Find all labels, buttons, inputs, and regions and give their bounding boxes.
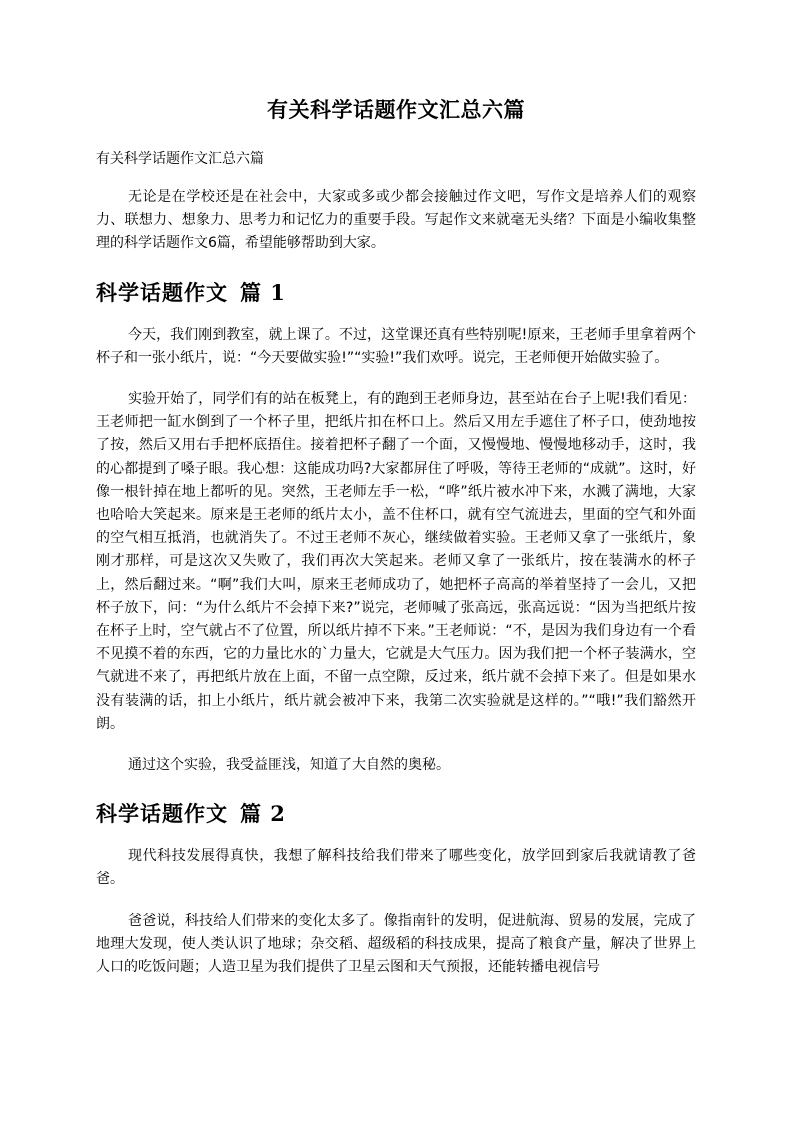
- document-subtitle: 有关科学话题作文汇总六篇: [96, 151, 264, 167]
- section-2-heading-number: 篇 2: [240, 801, 286, 827]
- intro-paragraph: 无论是在学校还是在社会中，大家或多或少都会接触过作文吧，写作文是培养人们的观察力、联想力、想象力、思考力和记忆力的重要手段。写起作文来就毫无头绪？下面是小编收集整理的科学话题作文6篇，希望能够帮助到大家。: [96, 189, 696, 252]
- document-title: 有关科学话题作文汇总六篇: [267, 97, 525, 122]
- section-1-paragraph: 实验开始了，同学们有的站在板凳上，有的跑到王老师身边，甚至站在台子上呢!我们看见：王老师把一缸水倒到了一个杯子里，把纸片扣在杯口上。然后又用左手遮住了杯子口，使劲地按了按，然后又用右手把杯底捂住。接着把杯子翻了一个面，又慢慢地、慢慢地移动手，这时，我的心都提到了嗓子眼。我心想：这能成功吗?大家都屏住了呼吸，等待王老师的“成就”。这时，好像一根针掉在地上都听的见。突然，王老师左手一松，“哗”纸片被水冲下来，水溅了满地，大家也哈哈大笑起来。原来是王老师的纸片太小，盖不住杯口，就有空气流进去，里面的空气和外面的空气相互抵消，也就消失了。不过王老师不灰心，继续做着实验。王老师又拿了一张纸片，象刚才那样，可是这次又失败了，我们再次大笑起来。老师又拿了一张纸片，按在装满水的杯子上，然后翻过来。“啊”我们大叫，原来王老师成功了，她把杯子高高的举着坚持了一会儿，又把杯子放下，问：“为什么纸片不会掉下来?”说完，老师喊了张高远，张高远说：“因为当把纸片按在杯子上时，空气就占不了位置，所以纸片掉不下来。”王老师说：“不，是因为我们身边有一个看不见摸不着的东西，它的力量比水的`力量大，它就是大气压力。因为我们把一个杯子装满水，空气就进不来了，再把纸片放在上面，不留一点空隙，反过来，纸片就不会掉下来了。但是如果水没有装满的话，扣上小纸片，纸片就会被冲下来，我第二次实验就是这样的。”“哦!”我们豁然开朗。: [96, 391, 696, 732]
- section-2-paragraph: 爸爸说，科技给人们带来的变化太多了。像指南针的发明，促进航海、贸易的发展，完成了地理大发现，使人类认识了地球；杂交稻、超级稻的科技成果，提高了粮食产量，解决了世界上人口的吃饭问题；人造卫星为我们提供了卫星云图和天气预报，还能转播电视信号: [96, 912, 696, 976]
- section-2-heading: [96, 799, 696, 829]
- section-1-heading-number: 篇 1: [240, 279, 286, 305]
- section-2-heading-name: 科学话题作文: [96, 801, 228, 827]
- section-2-paragraph: 现代科技发展得真快，我想了解科技给我们带来了哪些变化，放学回到家后我就请教了爸爸。: [96, 848, 696, 888]
- section-1-paragraph: 通过这个实验，我受益匪浅，知道了大自然的奥秘。: [128, 757, 450, 774]
- section-1-heading-name: 科学话题作文: [96, 279, 228, 305]
- document-page: [96, 94, 696, 997]
- section-1-heading: [96, 278, 696, 308]
- section-1-paragraph: 今天，我们刚到教室，就上课了。不过，这堂课还真有些特别呢!原来，王老师手里拿着两个杯子和一张小纸片，说：“今天要做实验!”“实验!”我们欢呼。说完，王老师便开始做实验了。: [96, 326, 696, 366]
